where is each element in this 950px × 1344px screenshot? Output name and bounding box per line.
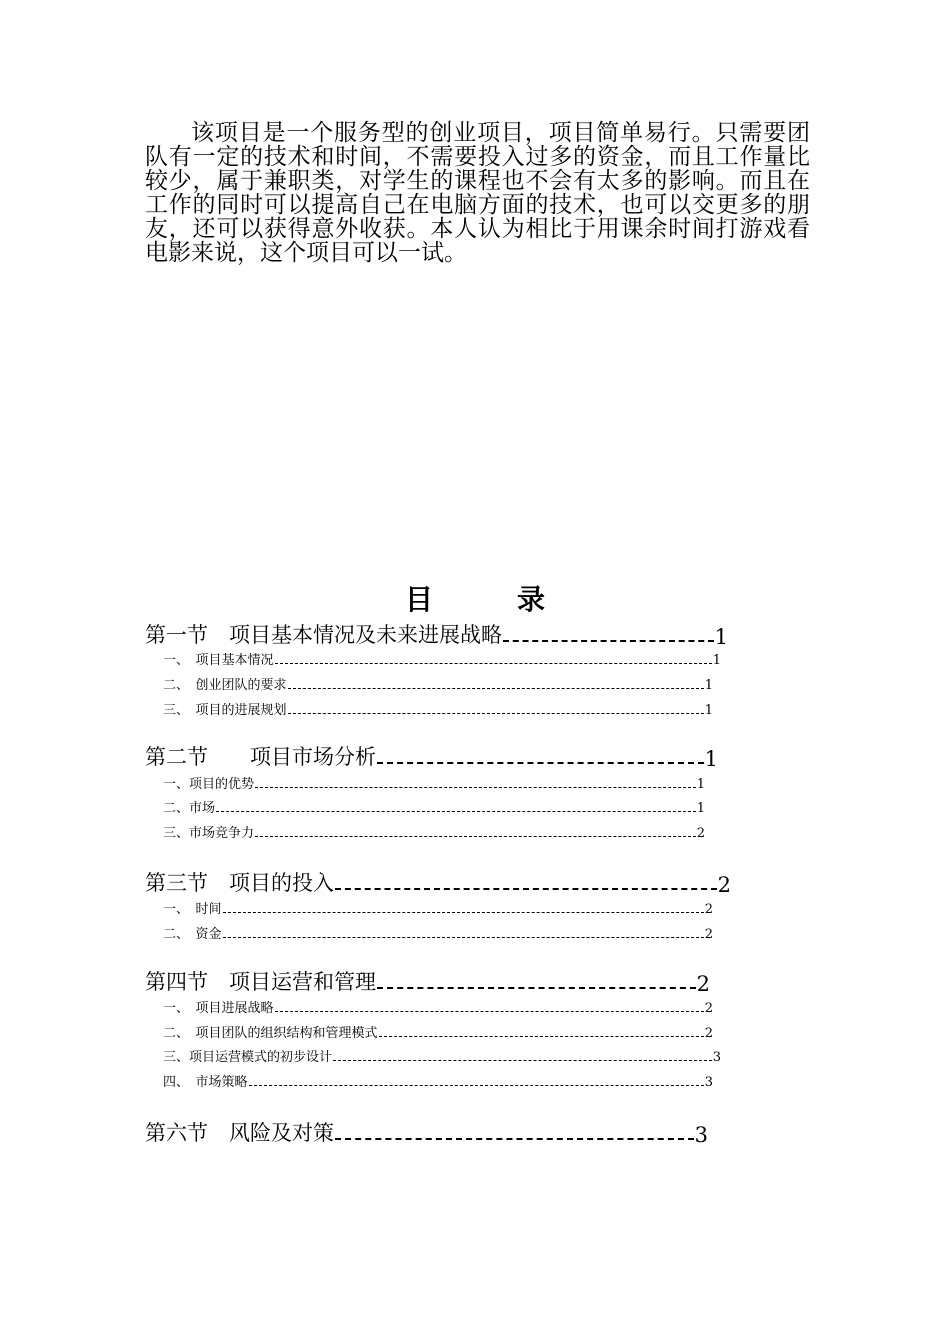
toc-page-number: 1: [712, 653, 721, 668]
toc-page-number: 2: [704, 927, 713, 942]
toc-leader: [503, 640, 714, 642]
toc-item-3-2[interactable]: [163, 926, 713, 942]
toc-page-number: 1: [704, 703, 713, 718]
toc-leader: [249, 1085, 704, 1086]
toc-leader: [216, 811, 696, 812]
toc-leader: [335, 1138, 694, 1140]
toc-item-1-1[interactable]: [163, 652, 721, 668]
toc-section-1[interactable]: [145, 623, 728, 649]
toc-item-4-4[interactable]: [163, 1074, 713, 1090]
toc-page-number: 2: [704, 902, 713, 917]
toc-item-label: 一、 项目进展战略: [163, 1001, 274, 1016]
toc-item-label: 三、项目运营模式的初步设计: [163, 1050, 333, 1065]
toc-item-label: 三、 项目的进展规划: [163, 703, 287, 718]
toc-item-label: 三、市场竞争力: [163, 826, 255, 841]
toc-page-number: 3: [712, 1050, 721, 1065]
toc-page-number: 1: [704, 747, 718, 771]
toc-leader: [377, 762, 704, 764]
toc-item-label: 一、项目的优势: [163, 777, 255, 792]
toc-page-number: 1: [704, 678, 713, 693]
toc-section-4[interactable]: [145, 970, 710, 996]
toc-leader: [288, 713, 704, 714]
toc-item-2-2[interactable]: [163, 800, 705, 816]
toc-leader: [275, 663, 712, 664]
toc-item-4-3[interactable]: [163, 1049, 721, 1065]
toc-item-1-3[interactable]: [163, 702, 713, 718]
toc-leader: [255, 787, 696, 788]
toc-item-4-2[interactable]: [163, 1025, 713, 1041]
toc-item-2-3[interactable]: [163, 825, 705, 841]
toc-item-label: 二、 项目团队的组织结构和管理模式: [163, 1026, 378, 1041]
toc-leader: [288, 688, 704, 689]
toc-item-3-1[interactable]: [163, 901, 713, 917]
toc-item-label: 二、市场: [163, 801, 216, 816]
toc-item-label: 二、 资金: [163, 927, 222, 942]
toc-title: 目 录: [404, 583, 573, 616]
toc-leader: [377, 987, 696, 989]
toc-page-number: 1: [714, 625, 728, 649]
toc-page-number: 2: [696, 826, 705, 841]
toc-page-number: 2: [717, 873, 731, 897]
toc-leader: [255, 836, 696, 837]
toc-section-label: 第一节 项目基本情况及未来进展战略: [145, 623, 502, 647]
toc-leader: [335, 888, 717, 890]
toc-leader: [333, 1060, 712, 1061]
toc-leader: [275, 1011, 704, 1012]
toc-item-label: 一、 项目基本情况: [163, 653, 274, 668]
toc-page-number: 2: [696, 972, 710, 996]
toc-section-3[interactable]: [145, 871, 731, 897]
toc-item-label: 二、 创业团队的要求: [163, 678, 287, 693]
toc-item-label: 一、 时间: [163, 902, 222, 917]
toc-section-label: 第二节 项目市场分析: [145, 745, 376, 769]
toc-page-number: 3: [694, 1123, 708, 1147]
intro-paragraph: 该项目是一个服务型的创业项目，项目简单易行。只需要团队有一定的技术和时间，不需要投入过多的资金，而且工作量比较少，属于兼职类，对学生的课程也不会有太多的影响。而且在工作的同时可以提高自己在电脑方面的技术，也可以交更多的朋友，还可以获得意外收获。本人认为相比于用课余时间打游戏看电影来说，这个项目可以一试。: [145, 120, 810, 266]
toc-item-1-2[interactable]: [163, 677, 713, 693]
toc-item-4-1[interactable]: [163, 1000, 713, 1016]
toc-section-label: 第六节 风险及对策: [145, 1121, 334, 1145]
toc-item-2-1[interactable]: [163, 776, 705, 792]
toc-page-number: 2: [704, 1026, 713, 1041]
toc-section-label: 第四节 项目运营和管理: [145, 970, 376, 994]
toc-page-number: 1: [696, 777, 705, 792]
toc-section-6[interactable]: [145, 1121, 708, 1147]
toc-item-label: 四、 市场策略: [163, 1075, 248, 1090]
toc-page-number: 2: [704, 1001, 713, 1016]
toc-page-number: 1: [696, 801, 705, 816]
toc-page-number: 3: [704, 1075, 713, 1090]
toc-leader: [223, 912, 704, 913]
toc-section-2[interactable]: [145, 745, 718, 771]
toc-leader: [223, 937, 704, 938]
toc-section-label: 第三节 项目的投入: [145, 871, 334, 895]
toc-leader: [379, 1036, 704, 1037]
